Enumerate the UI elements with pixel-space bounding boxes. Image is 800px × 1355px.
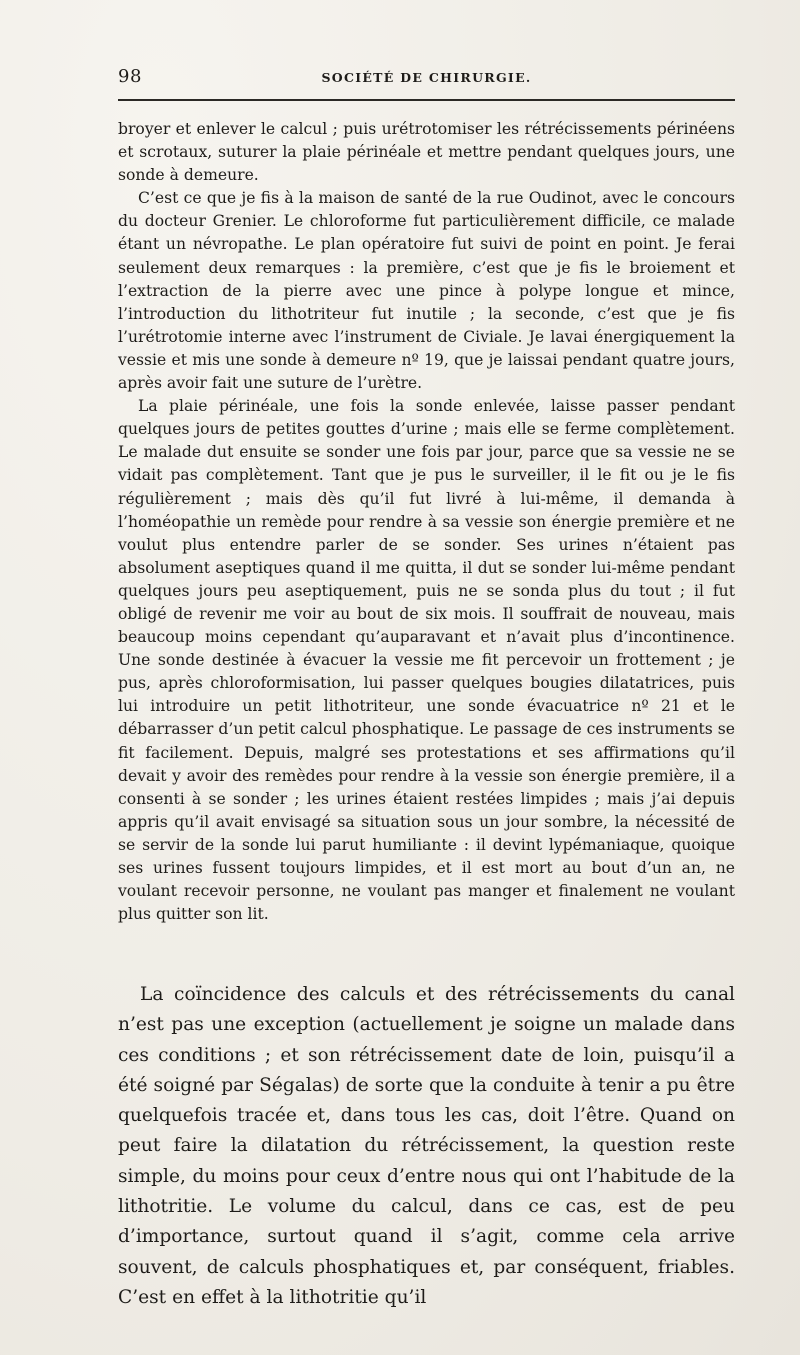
paragraph-outcome: La plaie périnéale, une fois la sonde enlevée, laisse passer pendant quelques jours de petites gouttes d’urine ; mais elle se ferme complètement. Le malade dut ensuite se sonder une fois par jour, parce que sa vessie ne se vidait pas complètement. Tant que je pus le surveiller, il le fit ou je le fis régulièrement ; mais dès qu’il fut livré à lui-même, il demanda à l’homéopathie un remède pour rendre à sa vessie son énergie première et ne voulut plus entendre parler de se sonder. Ses urines n’étaient pas absolument aseptiques quand il me quitta, il dut se sonder lui-même pendant quelques jours peu aseptiquement, puis ne se sonda plus du tout ; il fut obligé de revenir me voir au bout de six mois. Il souffrait de nouveau, mais beaucoup moins cependant qu’auparavant et n’avait plus d’incontinence. Une sonde destinée à évacuer la vessie me fit percevoir un frottement ; je pus, après chloroformisation, lui passer quelques bougies dilatatrices, puis lui introduire un petit lithotriteur, une sonde évacuatrice nº 21 et le débarrasser d’un petit calcul phosphatique. Le passage de ces instruments se fit facilement. Depuis, malgré ses protestations et ses affirmations qu’il devait y avoir des remèdes pour rendre à la vessie son énergie première, il a consenti à se sonder ; les urines étaient restées limpides ; mais j’ai depuis appris qu’il avait envisagé sa situation sous un jour sombre, la nécessité de se servir de la sonde lui parut humiliante : il devint lypémaniaque, quoique ses urines fussent toujours limpides, et il est mort au bout d’un an, ne voulant recevoir personne, ne voulant pas manger et finalement ne voulant plus quitter son lit. bbox=[118, 397, 735, 924]
paragraph-commentary: La coïncidence des calculs et des rétrécissements du canal n’est pas une exception (actuellement je soigne un malade dans ces conditions ; et son rétrécissement date de loin, puisqu’il a été soigné par Ségalas) de sorte que la conduite à tenir a pu être quelquefois tracée et, dans tous les cas, doit l’être. Quand on peut faire la dilatation du rétrécissement, la question reste simple, du moins pour ceux d’entre nous qui ont l’habitude de la lithotritie. Le volume du calcul, dans ce cas, est de peu d’importance, surtout quand il s’agit, comme cela arrive souvent, de calculs phosphatiques et, par conséquent, friables. C’est en effet à la lithotritie qu’il bbox=[118, 984, 735, 1308]
running-title: SOCIÉTÉ DE CHIRURGIE. bbox=[321, 70, 532, 85]
page-header bbox=[118, 66, 735, 90]
page-number: 98 bbox=[118, 66, 142, 87]
paragraph-operation: C’est ce que je fis à la maison de santé de la rue Oudinot, avec le concours du docteur Grenier. Le chloroforme fut particulièrement difficile, ce malade étant un névropathe. Le plan opératoire fut suivi de point en point. Je ferai seulement deux remarques : la première, c’est que je fis le broiement et l’extraction de la pierre avec une pince à polype longue et mince, l’introduction du lithotriteur fut inutile ; la seconde, c’est que je fis l’urétrotomie interne avec l’instrument de Civiale. Je lavai énergiquement la vessie et mis une sonde à demeure nº 19, que je laissai pendant quatre jours, après avoir fait une suture de l’urètre. bbox=[118, 189, 735, 393]
header-rule bbox=[118, 99, 735, 101]
body-text bbox=[118, 118, 735, 926]
paragraph-continuation: broyer et enlever le calcul ; puis urétrotomiser les rétrécissements périnéens et scrotaux, suturer la plaie périnéale et mettre pendant quelques jours, une sonde à demeure. bbox=[118, 120, 735, 185]
